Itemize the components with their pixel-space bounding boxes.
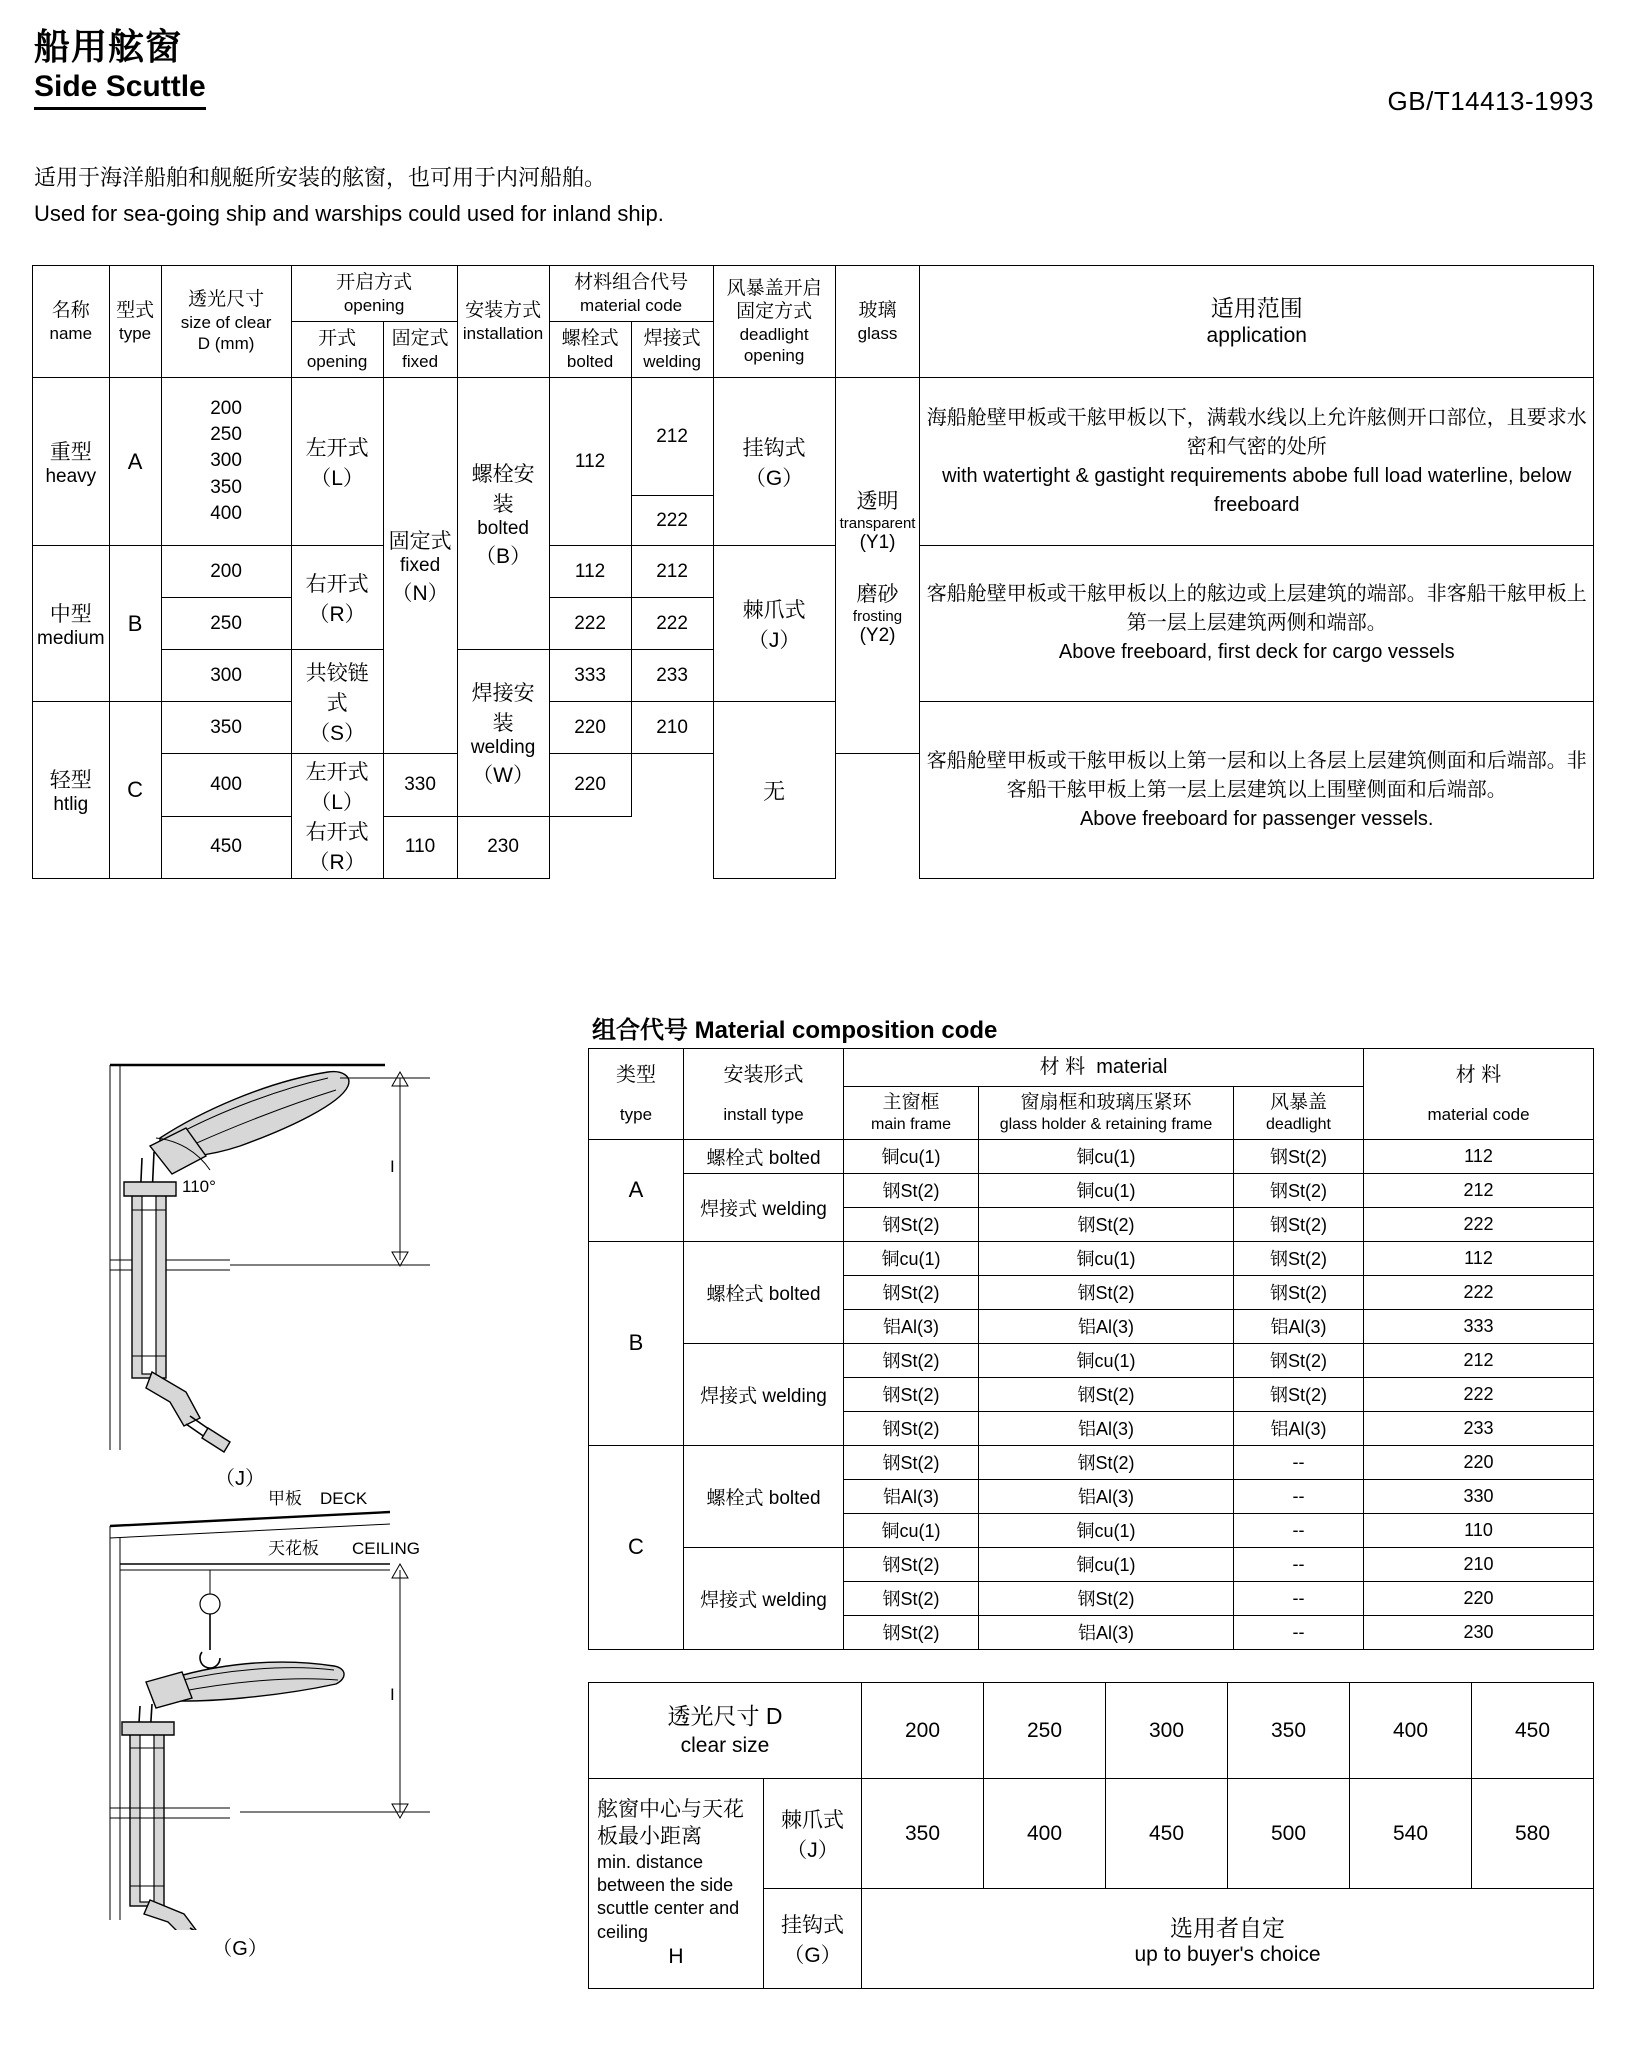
page-header <box>34 26 1594 116</box>
table-row <box>589 1547 1594 1581</box>
mat-glass: 钢St(2) <box>979 1445 1234 1479</box>
mat-code: 230 <box>1364 1615 1594 1649</box>
mat-main: 铝Al(3) <box>844 1479 979 1513</box>
row-size-medium-3: 300 <box>161 650 291 702</box>
application-medium: 客船舱壁甲板或干舷甲板以上的舷边或上层建筑的端部。非客船干舷甲板上第一层上层建筑两侧和端部。 Above freeboard, first deck for cargo vessels <box>920 546 1594 702</box>
page-title-en: Side Scuttle <box>34 69 206 110</box>
hook-label: 挂钩式 （G） <box>764 1889 862 1989</box>
mat-dead: 钢St(2) <box>1234 1173 1364 1207</box>
mat-install-c-bolted: 螺栓式 bolted <box>684 1445 844 1547</box>
mat-code: 112 <box>1364 1241 1594 1275</box>
row-name-heavy: 重型 heavy <box>33 378 110 546</box>
pawl-value: 450 <box>1106 1779 1228 1889</box>
standard-code: GB/T14413-1993 <box>1387 86 1594 116</box>
col-header-name: 名称 name <box>33 266 110 378</box>
table-row <box>589 1445 1594 1479</box>
material-bolted-medium-2: 222 <box>549 598 631 650</box>
col-header-type: 型式 type <box>109 266 161 378</box>
glass-column: 透明 transparent (Y1) 磨砂 frosting (Y2) <box>835 378 920 754</box>
mat-code: 112 <box>1364 1139 1594 1173</box>
hook-note: 选用者自定 up to buyer's choice <box>862 1889 1594 1989</box>
mat-dead: 钢St(2) <box>1234 1377 1364 1411</box>
mat-glass: 钢St(2) <box>979 1275 1234 1309</box>
row-sizes-heavy: 200 250 300 350 400 <box>161 378 291 546</box>
dimension-label-i-2: I <box>390 1685 395 1704</box>
opening-left-2: 左开式 （L） 右开式 （R） <box>291 754 383 879</box>
col-header-material: 材料组合代号 material code <box>549 266 713 322</box>
pawl-value: 400 <box>984 1779 1106 1889</box>
mat-main: 钢St(2) <box>844 1411 979 1445</box>
material-welding-heavy-2: 222 <box>631 496 713 546</box>
mat-col-type: 类型 type <box>589 1049 684 1140</box>
pawl-label: 棘爪式 （J） <box>764 1779 862 1889</box>
row-name-light: 轻型 htlig <box>33 702 110 879</box>
mat-col-deadlight: 风暴盖 deadlight <box>1234 1087 1364 1140</box>
mat-install-a-bolted: 螺栓式 bolted <box>684 1139 844 1173</box>
table-row <box>589 1139 1594 1173</box>
angle-label: 110° <box>182 1177 216 1196</box>
col-header-material-welding: 焊接式 welding <box>631 322 713 378</box>
ceiling-label-cn: 天花板 <box>268 1539 319 1558</box>
mat-glass: 铝Al(3) <box>979 1309 1234 1343</box>
mat-glass: 铜cu(1) <box>979 1173 1234 1207</box>
row-size-light-1: 350 <box>161 702 291 754</box>
material-welding-light-1: 210 <box>631 702 713 754</box>
clear-size-value: 400 <box>1350 1683 1472 1779</box>
mat-dead: -- <box>1234 1547 1364 1581</box>
pawl-value: 540 <box>1350 1779 1472 1889</box>
application-heavy: 海船舱壁甲板或干舷甲板以下，满载水线以上允许舷侧开口部位，且要求水密和气密的处所 with watertight & gastight requirements abobe full load waterline, below freeboard <box>920 378 1594 546</box>
material-bolted-medium-3: 333 <box>549 650 631 702</box>
mat-type-b: B <box>589 1241 684 1445</box>
opening-right: 右开式 （R） <box>291 546 383 650</box>
mat-install-a-welding: 焊接式 welding <box>684 1173 844 1241</box>
row-name-medium: 中型 medium <box>33 546 110 702</box>
mat-code: 212 <box>1364 1343 1594 1377</box>
mat-main: 钢St(2) <box>844 1615 979 1649</box>
application-light: 客船舱壁甲板或干舷甲板以上第一层和以上各层上层建筑侧面和后端部。非客船干舷甲板上第一层上层建筑以上围壁侧面和后端部。 Above freeboard for passenger vessels. <box>920 702 1594 879</box>
mat-install-c-welding: 焊接式 welding <box>684 1547 844 1649</box>
drawing-pawl-caption: （J） <box>215 1468 265 1490</box>
mat-glass: 铜cu(1) <box>979 1547 1234 1581</box>
row-size-light-3: 450 <box>161 816 291 879</box>
mat-code: 330 <box>1364 1479 1594 1513</box>
deadlight-heavy: 挂钩式 （G） <box>713 378 835 546</box>
mat-glass: 钢St(2) <box>979 1207 1234 1241</box>
mat-glass: 铝Al(3) <box>979 1411 1234 1445</box>
mat-main: 钢St(2) <box>844 1343 979 1377</box>
material-welding-medium-3: 233 <box>631 650 713 702</box>
specification-table <box>32 265 1594 879</box>
clear-size-value: 300 <box>1106 1683 1228 1779</box>
mat-col-install: 安装形式 install type <box>684 1049 844 1140</box>
mat-main: 钢St(2) <box>844 1275 979 1309</box>
material-bolted-light-3: 110 <box>383 816 457 879</box>
mat-dead: -- <box>1234 1445 1364 1479</box>
drawing-hook-caption: （G） <box>212 1938 268 1960</box>
page-title-cn: 船用舷窗 <box>34 26 183 67</box>
intro-en: Used for sea-going ship and warships could used for inland ship. <box>34 201 664 227</box>
min-distance-label: 舷窗中心与天花板最小距离 min. distance between the side scuttle center and ceiling H <box>589 1779 764 1989</box>
deadlight-light: 无 <box>713 702 835 879</box>
mat-dead: 钢St(2) <box>1234 1241 1364 1275</box>
install-bolted: 螺栓安装 bolted （B） <box>457 378 549 650</box>
row-size-light-2: 400 <box>161 754 291 817</box>
opening-left: 左开式 （L） <box>291 378 383 546</box>
material-composition-title: 组合代号 Material composition code <box>592 1017 998 1044</box>
row-type-a: A <box>109 378 161 546</box>
table-row <box>589 1343 1594 1377</box>
ceiling-label-en: CEILING <box>352 1539 421 1558</box>
material-bolted-light-2: 330 <box>383 754 457 817</box>
mat-main: 钢St(2) <box>844 1547 979 1581</box>
col-header-installation: 安装方式 installation <box>457 266 549 378</box>
mat-code: 210 <box>1364 1547 1594 1581</box>
mat-dead: -- <box>1234 1615 1364 1649</box>
row-type-c: C <box>109 702 161 879</box>
row-size-medium-2: 250 <box>161 598 291 650</box>
deadlight-medium: 棘爪式 （J） <box>713 546 835 702</box>
mat-dead: -- <box>1234 1479 1364 1513</box>
mat-install-b-welding: 焊接式 welding <box>684 1343 844 1445</box>
mat-glass: 铜cu(1) <box>979 1513 1234 1547</box>
mat-code: 220 <box>1364 1581 1594 1615</box>
mat-dead: 钢St(2) <box>1234 1275 1364 1309</box>
mat-dead: -- <box>1234 1513 1364 1547</box>
col-header-opening-fixed: 固定式 fixed <box>383 322 457 378</box>
opening-hinge: 共铰链式 （S） <box>291 650 383 754</box>
mat-code: 212 <box>1364 1173 1594 1207</box>
mat-main: 铝Al(3) <box>844 1309 979 1343</box>
mat-dead: 铝Al(3) <box>1234 1411 1364 1445</box>
mat-glass: 铜cu(1) <box>979 1343 1234 1377</box>
mat-install-b-bolted: 螺栓式 bolted <box>684 1241 844 1343</box>
drawing-hook-svg <box>90 1490 510 1930</box>
material-welding-light-3: 230 <box>457 816 549 879</box>
mat-dead: 铝Al(3) <box>1234 1309 1364 1343</box>
clear-size-value: 250 <box>984 1683 1106 1779</box>
mat-main: 铜cu(1) <box>844 1139 979 1173</box>
mat-glass: 铜cu(1) <box>979 1241 1234 1275</box>
pawl-value: 580 <box>1472 1779 1594 1889</box>
row-type-b: B <box>109 546 161 702</box>
row-size-medium-1: 200 <box>161 546 291 598</box>
material-welding-medium-1: 212 <box>631 546 713 598</box>
col-header-opening: 开启方式 opening <box>291 266 457 322</box>
material-welding-light-2: 220 <box>549 754 631 817</box>
clear-size-value: 200 <box>862 1683 984 1779</box>
clear-size-value: 450 <box>1472 1683 1594 1779</box>
col-header-size: 透光尺寸 size of clear D (mm) <box>161 266 291 378</box>
material-bolted-heavy: 112 <box>549 378 631 546</box>
mat-main: 铜cu(1) <box>844 1241 979 1275</box>
pawl-value: 350 <box>862 1779 984 1889</box>
mat-col-glass-holder: 窗扇框和玻璃压紧环 glass holder & retaining frame <box>979 1087 1234 1140</box>
clear-size-table <box>588 1682 1594 1989</box>
col-header-material-bolted: 螺栓式 bolted <box>549 322 631 378</box>
mat-dead: -- <box>1234 1581 1364 1615</box>
mat-main: 钢St(2) <box>844 1581 979 1615</box>
mat-glass: 钢St(2) <box>979 1377 1234 1411</box>
mat-glass: 铝Al(3) <box>979 1479 1234 1513</box>
mat-code: 110 <box>1364 1513 1594 1547</box>
col-header-deadlight: 风暴盖开启 固定方式 deadlight opening <box>713 266 835 378</box>
mat-col-material-group: 材 料 material <box>844 1049 1364 1087</box>
pawl-value: 500 <box>1228 1779 1350 1889</box>
mat-main: 铜cu(1) <box>844 1513 979 1547</box>
mat-dead: 钢St(2) <box>1234 1343 1364 1377</box>
material-welding-heavy-1: 212 <box>631 378 713 496</box>
table-row <box>589 1173 1594 1207</box>
mat-dead: 钢St(2) <box>1234 1207 1364 1241</box>
material-welding-medium-2: 222 <box>631 598 713 650</box>
intro-block <box>34 160 1594 233</box>
mat-code: 222 <box>1364 1377 1594 1411</box>
install-welding: 焊接安装 welding （W） <box>457 650 549 817</box>
material-bolted-medium-1: 112 <box>549 546 631 598</box>
mat-dead: 钢St(2) <box>1234 1139 1364 1173</box>
mat-code: 222 <box>1364 1207 1594 1241</box>
mat-main: 钢St(2) <box>844 1207 979 1241</box>
table-row <box>589 1241 1594 1275</box>
mat-code: 222 <box>1364 1275 1594 1309</box>
mat-type-a: A <box>589 1139 684 1241</box>
clear-size-label: 透光尺寸 D clear size <box>589 1683 862 1779</box>
mat-col-main-frame: 主窗框 main frame <box>844 1087 979 1140</box>
mat-code: 220 <box>1364 1445 1594 1479</box>
mat-glass: 铝Al(3) <box>979 1615 1234 1649</box>
drawing-pawl-svg <box>90 1020 510 1460</box>
mat-col-code: 材 料 material code <box>1364 1049 1594 1140</box>
deck-label-en: DECK <box>320 1490 368 1508</box>
mat-code: 333 <box>1364 1309 1594 1343</box>
drawing-hook-type <box>90 1490 510 1961</box>
mat-main: 钢St(2) <box>844 1445 979 1479</box>
mat-glass: 钢St(2) <box>979 1581 1234 1615</box>
material-bolted-light-1: 220 <box>549 702 631 754</box>
material-composition-table <box>588 1048 1594 1650</box>
col-header-glass: 玻璃 glass <box>835 266 920 378</box>
col-header-opening-open: 开式 opening <box>291 322 383 378</box>
mat-main: 钢St(2) <box>844 1173 979 1207</box>
mat-glass: 铜cu(1) <box>979 1139 1234 1173</box>
drawing-pawl-type <box>90 1020 510 1491</box>
intro-cn: 适用于海洋船舶和舰艇所安装的舷窗，也可用于内河船舶。 <box>34 165 607 190</box>
mat-type-c: C <box>589 1445 684 1649</box>
opening-fixed: 固定式 fixed （N） <box>383 378 457 754</box>
clear-size-value: 350 <box>1228 1683 1350 1779</box>
deck-label-cn: 甲板 <box>268 1490 302 1508</box>
mat-code: 233 <box>1364 1411 1594 1445</box>
col-header-application: 适用范围 application <box>920 266 1594 378</box>
dimension-label-i: I <box>390 1157 395 1176</box>
mat-main: 钢St(2) <box>844 1377 979 1411</box>
